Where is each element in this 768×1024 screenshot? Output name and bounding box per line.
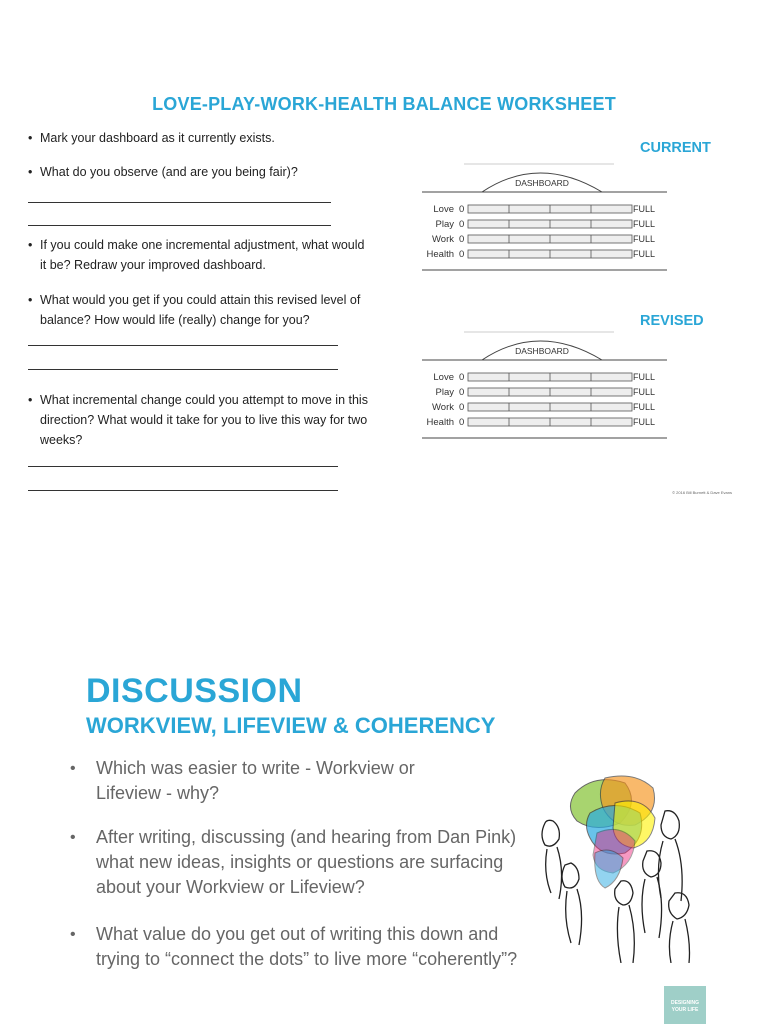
- min-label: 0: [459, 219, 465, 230]
- max-label: FULL: [633, 402, 656, 412]
- current-dashboard[interactable]: [422, 158, 672, 278]
- row-label-health: Health: [426, 417, 454, 428]
- worksheet-bullet-2: • What do you observe (and are you being fair)?: [28, 162, 358, 182]
- worksheet-title: LOVE-PLAY-WORK-HEALTH BALANCE WORKSHEET: [152, 94, 616, 114]
- row-label-play: Play: [435, 387, 454, 398]
- worksheet-bullet-1: • Mark your dashboard as it currently exists.: [28, 128, 358, 148]
- worksheet-bullet-5: • What incremental change could you attempt to move in this direction? What would it take for you to live this way for two weeks?: [28, 390, 398, 450]
- min-label: 0: [459, 402, 465, 413]
- row-label-love: Love: [433, 204, 454, 215]
- max-label: FULL: [633, 249, 656, 259]
- bullet-dot: •: [28, 393, 33, 407]
- discussion-bullet-3: • What value do you get out of writing this down and trying to “connect the dots” to live more “coherently”?: [70, 924, 518, 969]
- logo-text-line-1: DESIGNING: [670, 1000, 700, 1006]
- answer-line[interactable]: [28, 345, 338, 346]
- answer-line[interactable]: [28, 202, 331, 203]
- min-label: 0: [459, 417, 465, 428]
- revised-label: REVISED: [640, 313, 704, 329]
- row-label-play: Play: [435, 219, 454, 230]
- dashboard-label: DASHBOARD: [515, 346, 569, 356]
- bullet-dot: •: [28, 238, 33, 252]
- row-label-love: Love: [433, 372, 454, 383]
- max-label: FULL: [633, 204, 656, 214]
- min-label: 0: [459, 234, 465, 245]
- dashboard-frame: [422, 158, 672, 278]
- max-label: FULL: [633, 372, 656, 382]
- bullet-dot: •: [28, 165, 33, 179]
- worksheet-bullet-3: • If you could make one incremental adjustment, what would it be? Redraw your improved dashboard.: [28, 235, 373, 275]
- bullet-dot: •: [28, 131, 33, 145]
- discussion-title: DISCUSSION: [86, 672, 303, 710]
- bullet-dot: •: [70, 760, 76, 777]
- worksheet-bullet-4: • What would you get if you could attain this revised level of balance? How would life (really) change for you?: [28, 290, 393, 330]
- row-label-work: Work: [432, 402, 454, 413]
- revised-dashboard[interactable]: [422, 326, 672, 446]
- answer-line[interactable]: [28, 369, 338, 370]
- copyright-note: © 2016 Bill Burnett & Dave Evans: [672, 490, 732, 495]
- discussion-bullet-1: • Which was easier to write - Workview or Lifeview - why?: [70, 758, 415, 803]
- discussion-subtitle: WORKVIEW, LIFEVIEW & COHERENCY: [86, 713, 496, 738]
- logo-text-line-2: YOUR LIFE: [671, 1007, 699, 1013]
- people-talking-illustration: [535, 773, 695, 963]
- current-label: CURRENT: [640, 140, 711, 156]
- designing-your-life-logo: [664, 986, 706, 1024]
- discussion-bullet-2: • After writing, discussing (and hearing from Dan Pink) what new ideas, insights or questions are surfacing about your Workview or Lifeview?: [70, 827, 517, 897]
- min-label: 0: [459, 249, 465, 260]
- dashboard-frame: [422, 326, 672, 446]
- answer-line[interactable]: [28, 466, 338, 467]
- min-label: 0: [459, 387, 465, 398]
- row-label-work: Work: [432, 234, 454, 245]
- min-label: 0: [459, 204, 465, 215]
- bullet-dot: •: [28, 293, 33, 307]
- answer-line[interactable]: [28, 490, 338, 491]
- max-label: FULL: [633, 234, 656, 244]
- max-label: FULL: [633, 219, 656, 229]
- max-label: FULL: [633, 387, 656, 397]
- min-label: 0: [459, 372, 465, 383]
- bullet-dot: •: [70, 829, 76, 846]
- row-label-health: Health: [426, 249, 454, 260]
- dashboard-label: DASHBOARD: [515, 178, 569, 188]
- max-label: FULL: [633, 417, 656, 427]
- bullet-dot: •: [70, 926, 76, 943]
- answer-line[interactable]: [28, 225, 331, 226]
